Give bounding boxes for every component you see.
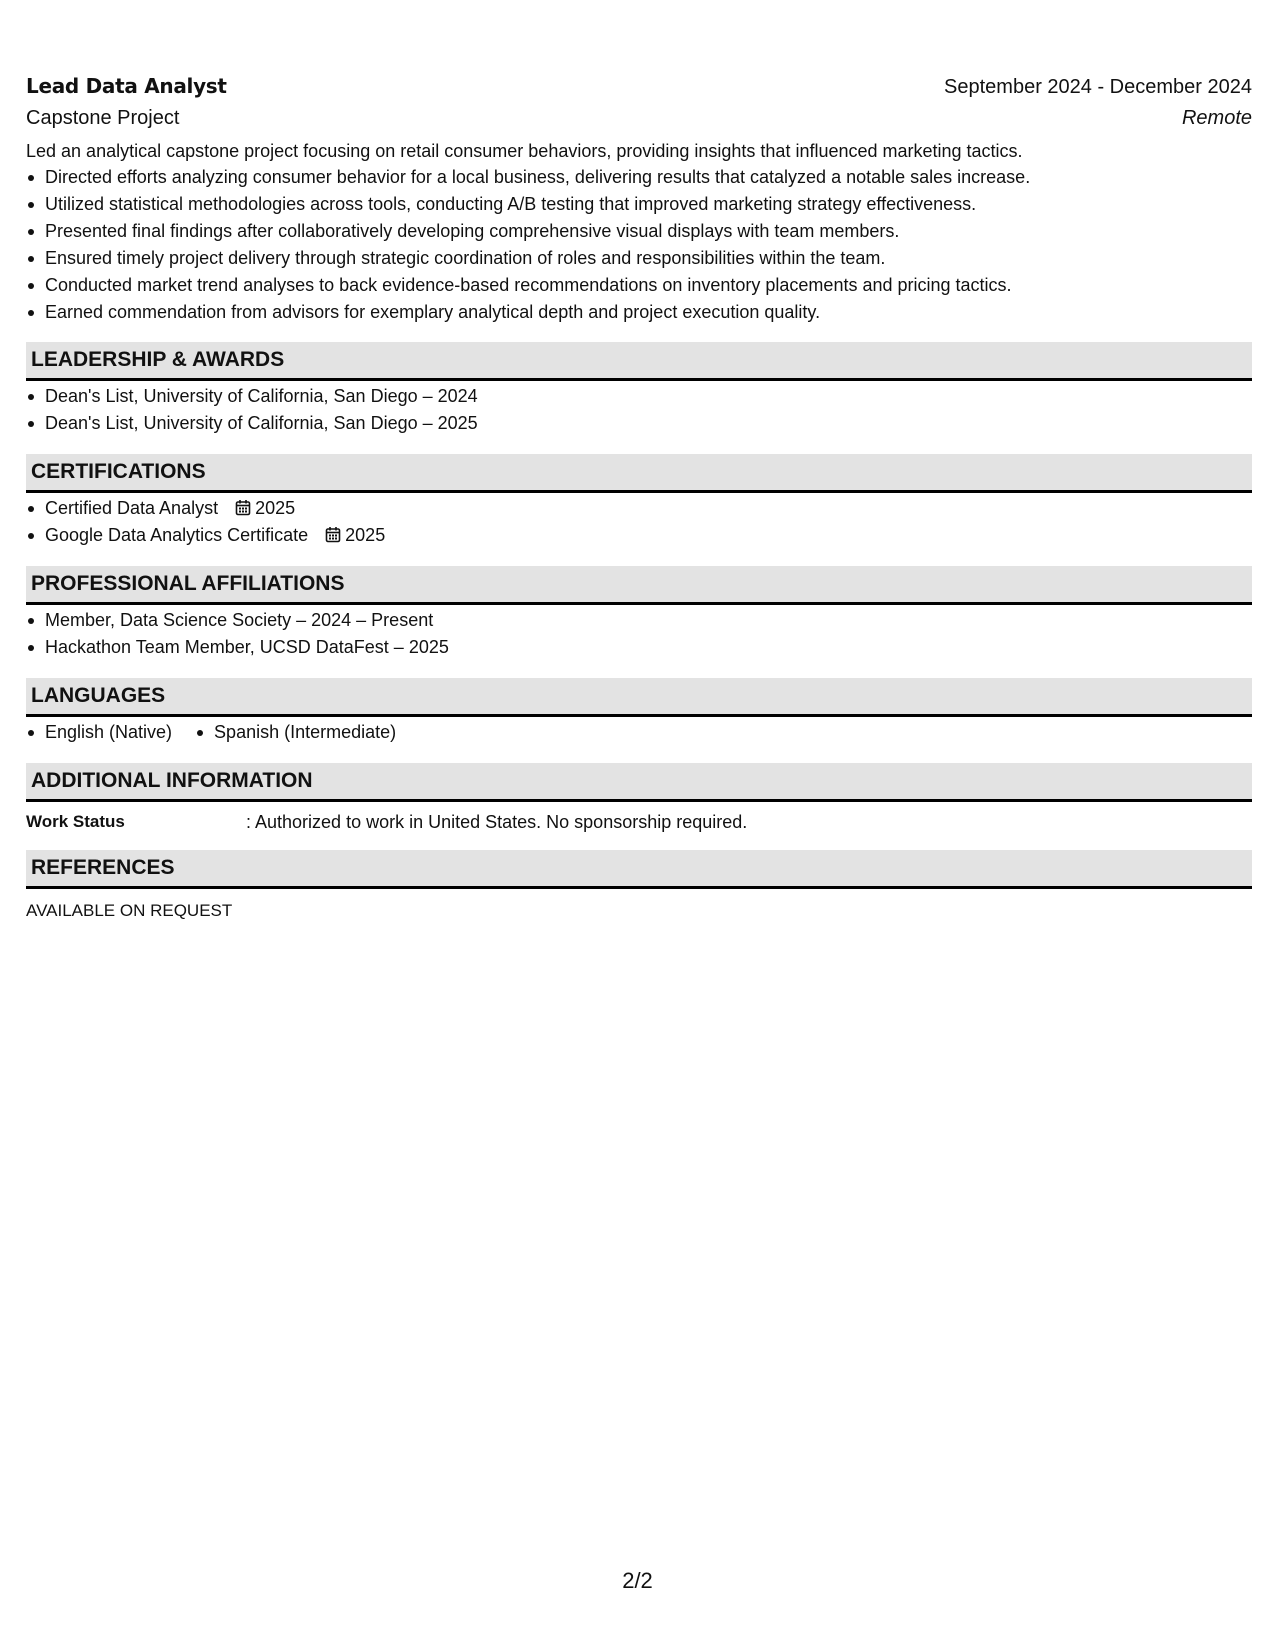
languages-list xyxy=(26,719,1252,746)
job-summary: Led an analytical capstone project focusing on retail consumer behaviors, providing insights that influenced marketing tactics. xyxy=(26,141,1023,161)
list-item xyxy=(26,522,1252,549)
section-heading: PROFESSIONAL AFFILIATIONS xyxy=(26,566,1252,605)
work-status-value: : Authorized to work in United States. No sponsorship required. xyxy=(246,812,748,832)
job-bullets xyxy=(26,164,1252,326)
work-status-label: Work Status xyxy=(26,812,125,831)
list-item: Utilized statistical methodologies across tools, conducting A/B testing that improved marketing strategy effectiveness. xyxy=(26,191,1252,218)
references-text: AVAILABLE ON REQUEST xyxy=(26,901,233,920)
experience-entry xyxy=(26,74,1252,326)
leadership-list xyxy=(26,383,1252,437)
job-title: Lead Data Analyst xyxy=(26,74,227,98)
job-location: Remote xyxy=(1181,107,1252,129)
job-dates: September 2024 - December 2024 xyxy=(944,76,1252,98)
section-heading: REFERENCES xyxy=(26,850,1252,889)
list-item: Dean's List, University of California, San Diego – 2025 xyxy=(26,410,1252,437)
languages-section xyxy=(26,678,1252,746)
list-item: English (Native) xyxy=(26,719,172,746)
additional-info-section xyxy=(26,763,1252,833)
work-status-row xyxy=(26,811,1252,833)
section-heading: CERTIFICATIONS xyxy=(26,454,1252,493)
list-item: Earned commendation from advisors for exemplary analytical depth and project execution quality. xyxy=(26,299,1252,326)
certifications-section xyxy=(26,454,1252,549)
leadership-section xyxy=(26,342,1252,437)
job-subheader xyxy=(26,107,1252,130)
list-item: Member, Data Science Society – 2024 – Present xyxy=(26,607,1252,634)
list-item: Spanish (Intermediate) xyxy=(195,719,396,746)
certification-name: Google Data Analytics Certificate xyxy=(45,525,309,545)
affiliations-section xyxy=(26,566,1252,661)
list-item: Ensured timely project delivery through strategic coordination of roles and responsibilities within the team. xyxy=(26,245,1252,272)
page-number: 2/2 xyxy=(622,1568,653,1593)
certification-year: 2025 xyxy=(255,498,296,518)
list-item xyxy=(26,495,1252,522)
list-item: Dean's List, University of California, San Diego – 2024 xyxy=(26,383,1252,410)
certifications-list xyxy=(26,495,1252,549)
section-heading: ADDITIONAL INFORMATION xyxy=(26,763,1252,802)
references-section xyxy=(26,850,1252,921)
certification-year: 2025 xyxy=(345,525,386,545)
section-heading: LANGUAGES xyxy=(26,678,1252,717)
job-header xyxy=(26,74,1252,99)
affiliations-list xyxy=(26,607,1252,661)
certification-name: Certified Data Analyst xyxy=(45,498,219,518)
calendar-icon xyxy=(325,526,341,543)
list-item: Conducted market trend analyses to back evidence-based recommendations on inventory placements and pricing tactics. xyxy=(26,272,1252,299)
section-heading: LEADERSHIP & AWARDS xyxy=(26,342,1252,381)
calendar-icon xyxy=(235,499,251,516)
job-company: Capstone Project xyxy=(26,107,180,129)
list-item: Directed efforts analyzing consumer behavior for a local business, delivering results that catalyzed a notable sales increase. xyxy=(26,164,1252,191)
list-item: Hackathon Team Member, UCSD DataFest – 2025 xyxy=(26,634,1252,661)
resume-page xyxy=(26,74,1252,921)
list-item: Presented final findings after collaboratively developing comprehensive visual displays with team members. xyxy=(26,218,1252,245)
